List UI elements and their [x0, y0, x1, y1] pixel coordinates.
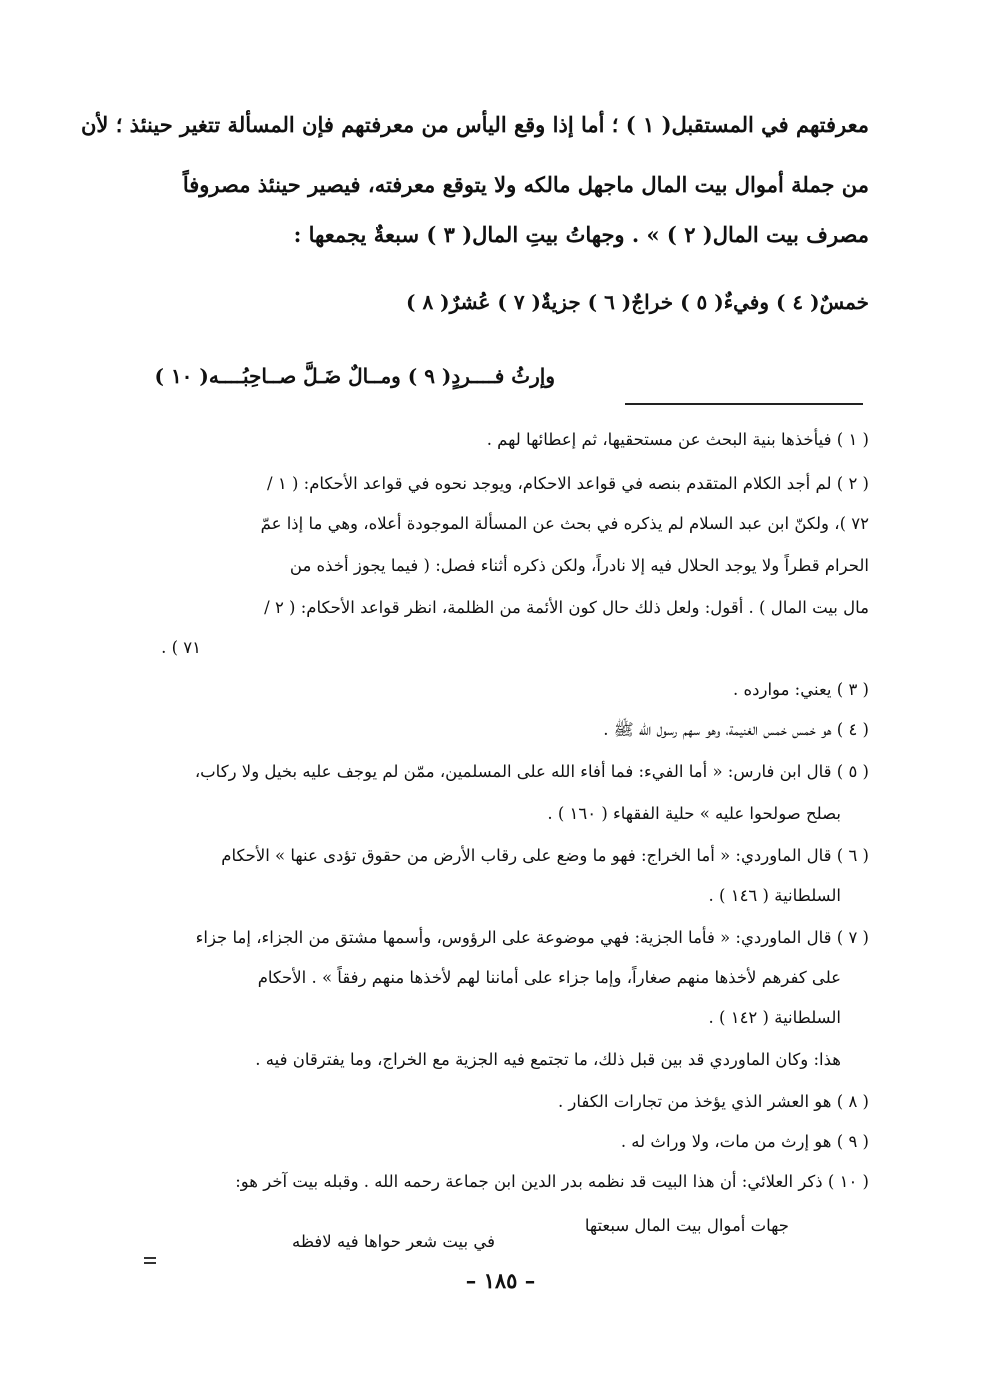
footnote-1: ( ١ ) فيأخذها بنية البحث عن مستحقيها، ثم إعطائها لهم . [486, 430, 869, 449]
verse-line-1: خمسٌ( ٤ ) وفيءٌ( ٥ ) خراجٌ( ٦ ) جزيةٌ( ٧ ) عُشرٌ( ٨ ) [406, 290, 869, 314]
footnote-2-line-4: مال بيت المال ) . أقول: ولعل ذلك حال كون الأئمة من الظلمة، انظر قواعد الأحكام: ( ٢ / [264, 598, 869, 617]
footnote-3: ( ٣ ) يعني: موارده . [733, 680, 869, 699]
margin-mark [144, 1257, 156, 1259]
footnote-7-line-2: على كفرهم لأخذها منهم صغاراً، وإما جزاء على أماننا لهم لأخذها منهم رفقاً » . الأحكام [257, 968, 841, 987]
footnote-separator [625, 403, 863, 405]
footnote-7-line-4: هذا: وكان الماوردي قد بين قبل ذلك، ما تجتمع فيه الجزية مع الخراج، وما يفترقان فيه . [255, 1050, 841, 1069]
verse-line-2: وإرثُ فــــردٍ( ٩ ) ومــالٌ ضَـلَّ صــاحِبُــــه( ١٠ ) [154, 364, 555, 388]
page-number: – ١٨٥ – [465, 1268, 536, 1293]
main-text-line-1: معرفتهم في المستقبل( ١ ) ؛ أما إذا وقع اليأس من معرفتهم فإن المسألة تتغير حينئذ ؛ لأن [80, 112, 869, 137]
footnote-6-line-2: السلطانية ( ١٤٦ ) . [708, 886, 841, 905]
margin-mark [144, 1262, 156, 1264]
main-text-line-2: من جملة أموال بيت المال ماجهل مالكه ولا يتوقع معرفته، فيصير حينئذ مصروفاً [182, 172, 869, 197]
main-text-line-3: مصرف بيت المال( ٢ ) » . وجهاتُ بيتِ المال( ٣ ) سبعةٌ يجمعها : [293, 222, 869, 247]
footnote-2-line-3: الحرام قطراً ولا يوجد الحلال فيه إلا نادراً، ولكن ذكره أثناء فصل: ( فيما يجوز أخذه من [289, 556, 869, 575]
footnote-10: ( ١٠ ) ذكر العلائي: أن هذا البيت قد نظمه بدر الدين ابن جماعة رحمه الله . وقبله بيت آخر هو: [235, 1172, 869, 1191]
footnote-2-line-5: ٧١ ) . [161, 638, 201, 657]
footnote-7-line-1: ( ٧ ) قال الماوردي: « فأما الجزية: فهي موضوعة على الرؤوس، وأسمها مشتق من الجزاء، إما جزاء [195, 928, 869, 947]
footnote-4: ( ٤ ) هو خمس خمس الغنيمة، وهو سهم رسول الله ﷺ . [603, 720, 869, 739]
footnote-5-line-2: بصلح صولحوا عليه » حلية الفقهاء ( ١٦٠ ) . [547, 804, 841, 823]
footnote-10-verse-hemistich-1: جهات أموال بيت المال سبعتها [584, 1216, 789, 1235]
footnote-9: ( ٩ ) هو إرث من مات، ولا وراث له . [620, 1132, 869, 1151]
footnote-10-verse-hemistich-2: في بيت شعر حواها فيه لافظه [292, 1232, 495, 1251]
footnote-5-line-1: ( ٥ ) قال ابن فارس: « أما الفيء: فما أفاء الله على المسلمين، ممّن لم يوجف عليه بخيل ولا ركاب، [194, 762, 869, 781]
footnote-7-line-3: السلطانية ( ١٤٢ ) . [708, 1008, 841, 1027]
footnote-2-line-2: ٧٢ )، ولكنّ ابن عبد السلام لم يذكره في بحث عن المسألة الموجودة أعلاه، وهي ما إذا عمّ [260, 514, 869, 533]
footnote-2-line-1: ( ٢ ) لم أجد الكلام المتقدم بنصه في قواعد الاحكام، ويوجد نحوه في قواعد الأحكام: ( ١ / [267, 474, 869, 493]
footnote-8: ( ٨ ) هو العشر الذي يؤخذ من تجارات الكفار . [557, 1092, 869, 1111]
footnote-6-line-1: ( ٦ ) قال الماوردي: « أما الخراج: فهو ما وضع على رقاب الأرض من حقوق تؤدى عنها » الأحكام [221, 846, 869, 865]
